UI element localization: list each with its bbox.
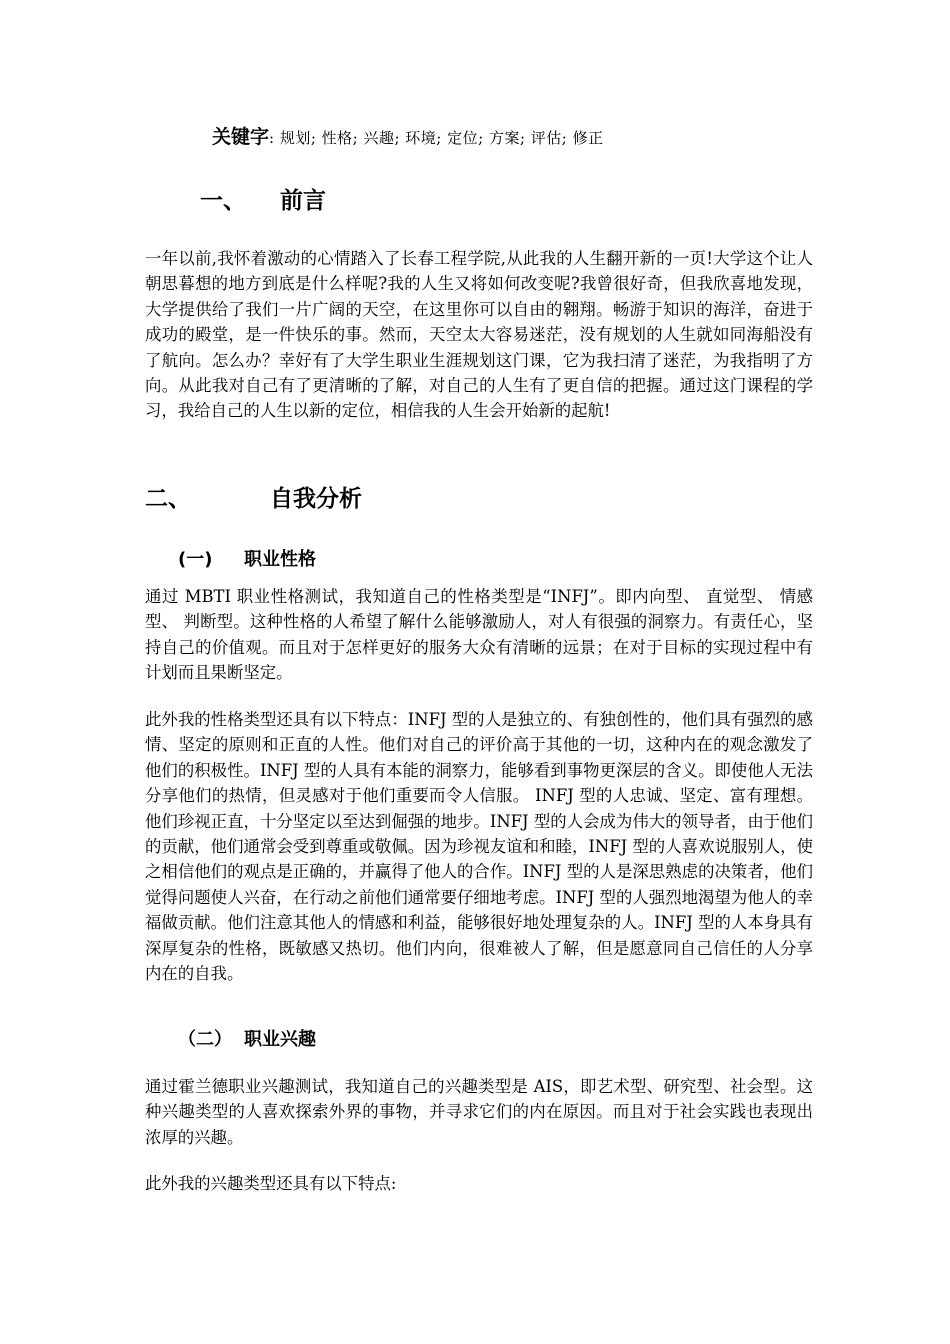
personality-paragraph-1: 通过 MBTI 职业性格测试，我知道自己的性格类型是“INFJ”。即内向型、 直觉型、 情感型、 判断型。这种性格的人希望了解什么能够激励人，对人有很强的洞察力。有责任心，坚持自己的价值观。而且对于怎样更好的服务大众有清晰的远景；在对于目标的实现过程中有计划而且果断坚定。 xyxy=(145,587,813,683)
subsection-title: 职业性格 xyxy=(244,549,316,570)
keywords-line xyxy=(212,125,604,150)
personality-paragraph-2: 此外我的性格类型还具有以下特点：INFJ 型的人是独立的、有独创性的，他们具有强烈的感情、坚定的原则和正直的人性。他们对自己的评价高于其他的一切，这种内在的观念激发了他们的积极性。INFJ 型的人具有本能的洞察力，能够看到事物更深层的含义。即使他人无法分享他们的热情，但灵感对于他们重要而令人信服。 INFJ 型的人忠诚、坚定、富有理想。他们珍视正直，十分坚定以至达到倔强的地步。INFJ 型的人会成为伟大的领导者，由于他们的贡献，他们通常会受到尊重或敬佩。因为珍视友谊和和睦，INFJ 型的人喜欢说服别人，使之相信他们的观点是正确的，并赢得了他人的合作。INFJ 型的人是深思熟虑的决策者，他们觉得问题使人兴奋，在行动之前他们通常要仔细地考虑。INFJ 型的人强烈地渴望为他人的幸福做贡献。他们注意其他人的情感和利益，能够很好地处理复杂的人。INFJ 型的人本身具有深厚复杂的性格，既敏感又热切。他们内向，很难被人了解，但是愿意同自己信任的人分享内在的自我。 xyxy=(145,710,813,984)
keywords-list: : 规划; 性格; 兴趣; 环境; 定位; 方案; 评估; 修正 xyxy=(269,129,604,147)
section-heading-preface xyxy=(200,186,400,216)
section-number: 一、 xyxy=(200,188,246,214)
subsection-heading-interest xyxy=(178,1028,378,1052)
interest-paragraph-1: 通过霍兰德职业兴趣测试，我知道自己的兴趣类型是 AIS，即艺术型、研究型、社会型。这种兴趣类型的人喜欢探索外界的事物，并寻求它们的内在原因。而且对于社会实践也表现出浓厚的兴趣。 xyxy=(145,1077,813,1147)
section-heading-self-analysis xyxy=(145,484,405,514)
subsection-title: 职业兴趣 xyxy=(244,1029,316,1050)
subsection-number: （二） xyxy=(178,1029,232,1050)
section-title: 前言 xyxy=(280,188,326,214)
section-title: 自我分析 xyxy=(270,486,362,512)
subsection-number: (一) xyxy=(178,549,213,570)
interest-paragraph-2: 此外我的兴趣类型还具有以下特点: xyxy=(145,1174,397,1193)
keywords-label: 关键字 xyxy=(212,126,270,148)
preface-paragraph: 一年以前,我怀着激动的心情踏入了长春工程学院,从此我的人生翻开新的一页!大学这个让人朝思暮想的地方到底是什么样呢?我的人生又将如何改变呢?我曾很好奇，但我欣喜地发现，大学提供给了我们一片广阔的天空，在这里你可以自由的翱翔。畅游于知识的海洋，奋进于成功的殿堂，是一件快乐的事。然而，天空太大容易迷茫，没有规划的人生就如同海船没有了航向。怎么办？幸好有了大学生职业生涯规划这门课，它为我扫清了迷茫，为我指明了方向。从此我对自己有了更清晰的了解，对自己的人生有了更自信的把握。通过这门课程的学习，我给自己的人生以新的定位，相信我的人生会开始新的起航! xyxy=(145,249,813,421)
subsection-heading-personality xyxy=(178,548,378,572)
section-number: 二、 xyxy=(145,486,191,512)
